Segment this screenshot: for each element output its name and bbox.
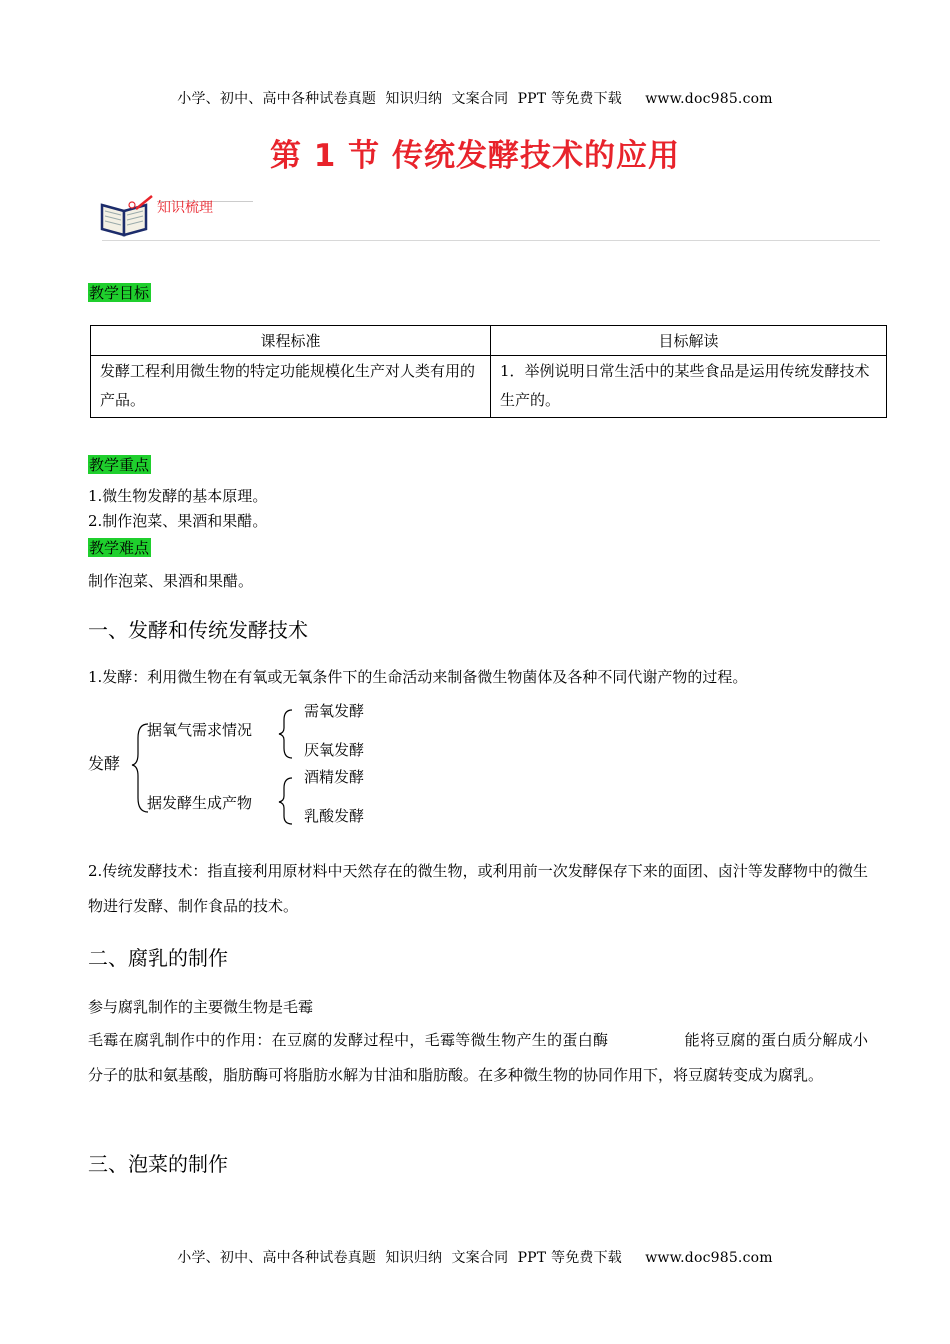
paragraph: 参与腐乳制作的主要微生物是毛霉	[88, 998, 314, 1016]
difficult-points-tag-label: 教学难点	[89, 539, 150, 557]
paragraph: 2.传统发酵技术：指直接利用原材料中天然存在的微生物，或利用前一次发酵保存下来的面团、卤汁等发酵物中的微生物进行发酵、制作食品的技术。	[88, 862, 868, 915]
paragraph-part: 毛霉在腐乳制作中的作用：在豆腐的发酵过程中，毛霉等微生物产生的蛋白酶	[88, 1031, 609, 1049]
fermentation-diagram	[86, 698, 406, 830]
goals-table	[90, 325, 887, 418]
book-icon	[96, 193, 156, 239]
page-header: 小学、初中、高中各种试卷真题 知识归纳 文案合同 PPT 等免费下载 www.doc985.com	[177, 91, 773, 107]
paragraph	[88, 1023, 868, 1093]
table-row	[91, 356, 887, 418]
key-point-item: 2.制作泡菜、果酒和果醋。	[88, 512, 268, 530]
diagram-leaf: 需氧发酵	[304, 702, 365, 720]
diagram-branch: 据发酵生成产物	[147, 794, 253, 812]
key-points-tag-label: 教学重点	[89, 456, 150, 474]
page-footer: 小学、初中、高中各种试卷真题 知识归纳 文案合同 PPT 等免费下载 www.doc985.com	[177, 1250, 773, 1266]
section-heading: 三、泡菜的制作	[88, 1152, 228, 1176]
goals-tag	[88, 283, 151, 302]
divider	[102, 240, 880, 241]
knowledge-label: 知识梳理	[157, 200, 213, 216]
paragraph: 1.发酵：利用微生物在有氧或无氧条件下的生命活动来制备微生物菌体及各种不同代谢产物的过程。	[88, 668, 748, 686]
section-heading: 二、腐乳的制作	[88, 946, 228, 970]
table-cell: 发酵工程利用微生物的特定功能规模化生产对人类有用的产品。	[91, 356, 491, 418]
table-header-cell: 目标解读	[491, 326, 887, 356]
key-points-tag	[88, 455, 151, 474]
diagram-branch: 据氧气需求情况	[147, 721, 253, 739]
diagram-leaf: 乳酸发酵	[304, 807, 365, 825]
table-header-cell: 课程标准	[91, 326, 491, 356]
table-cell: 1．举例说明日常生活中的某些食品是运用传统发酵技术生产的。	[491, 356, 887, 418]
difficult-point-text: 制作泡菜、果酒和果醋。	[88, 572, 254, 590]
goals-tag-label: 教学目标	[89, 284, 150, 302]
key-point-item: 1.微生物发酵的基本原理。	[88, 487, 268, 505]
table-header-row	[91, 326, 887, 356]
paragraph-part: 能将豆腐的蛋白质分解成小分子的肽和氨基酸，脂肪酶可将脂肪水解为甘油和脂肪酸。在多种微生物的协同作用下，将豆腐转变成为腐乳。	[88, 1031, 868, 1084]
diagram-root: 发酵	[88, 754, 121, 773]
diagram-leaf: 酒精发酵	[304, 768, 365, 786]
diagram-leaf: 厌氧发酵	[304, 741, 365, 759]
page-title: 第 1 节 传统发酵技术的应用	[270, 138, 680, 174]
section-heading: 一、发酵和传统发酵技术	[88, 618, 308, 642]
difficult-points-tag	[88, 538, 151, 557]
